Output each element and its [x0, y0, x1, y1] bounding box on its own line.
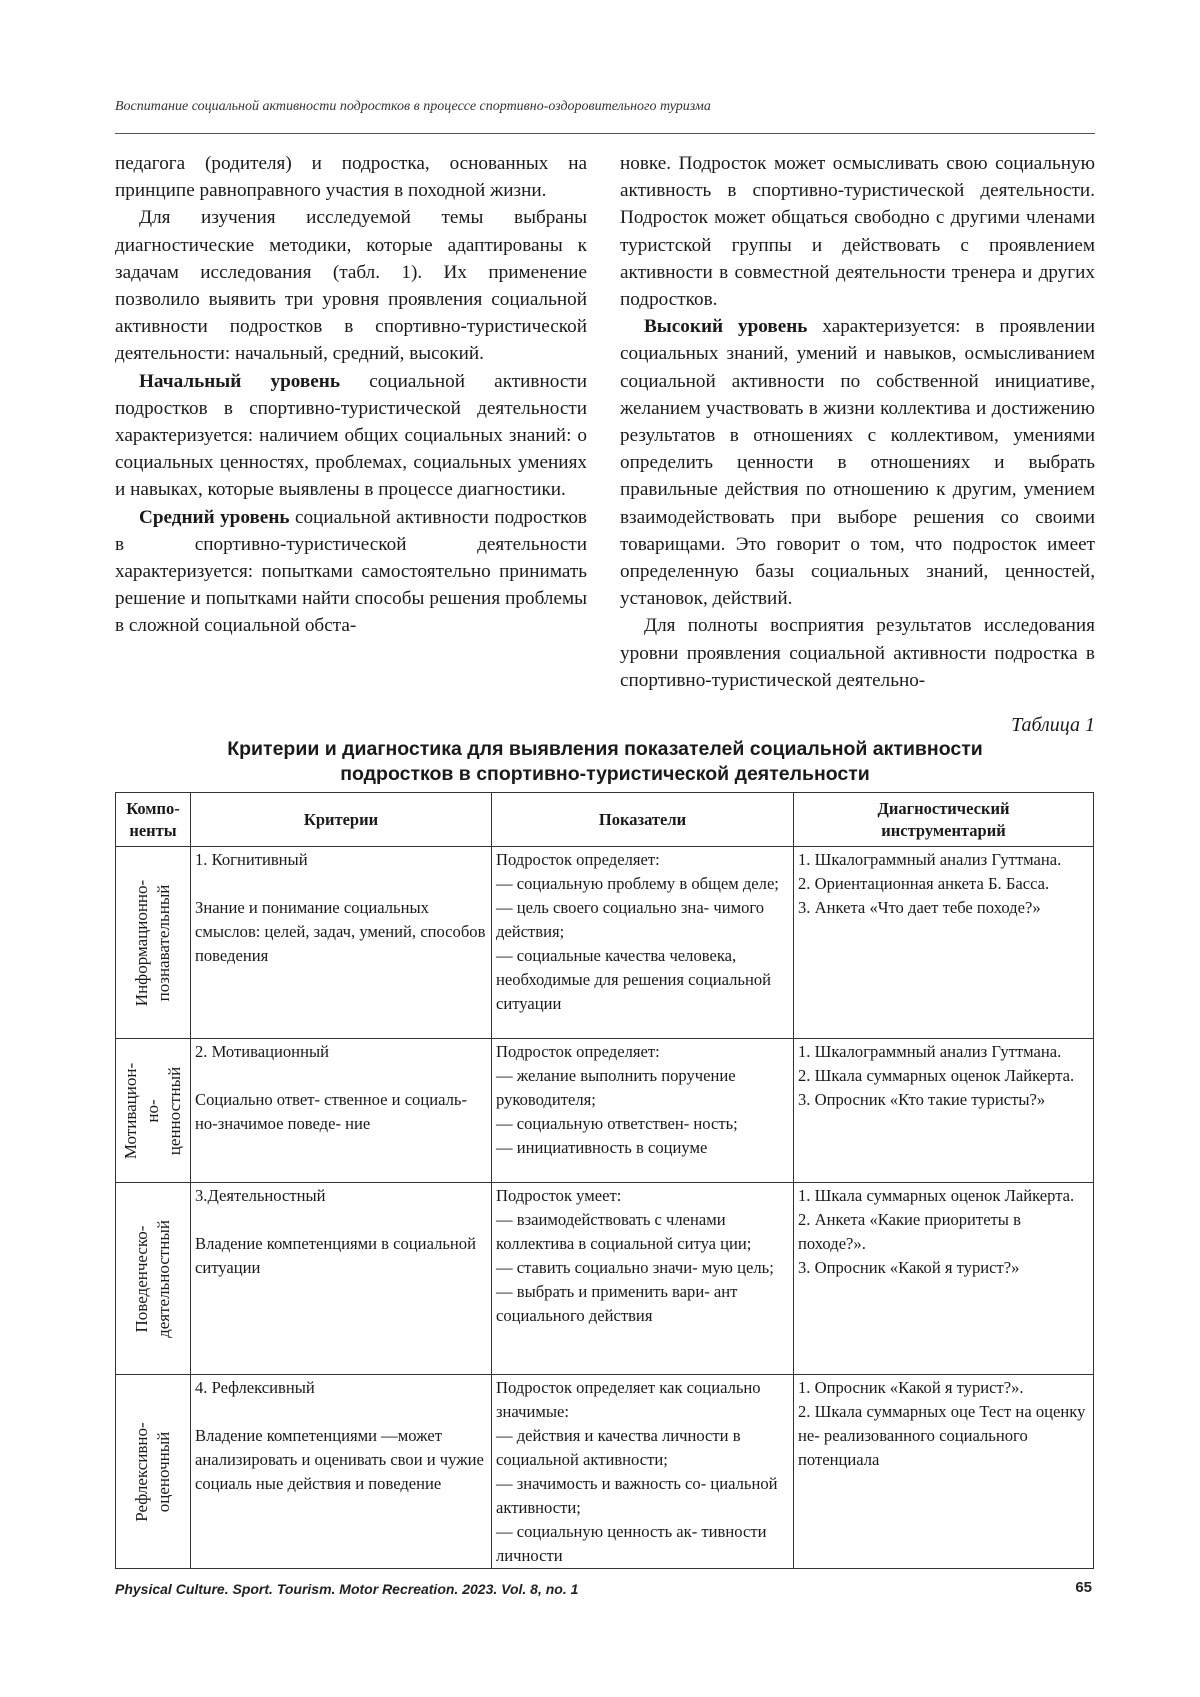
criterion-title: 1. Когнитивный	[195, 850, 308, 869]
term-high-level: Высокий уровень	[644, 316, 808, 338]
spacer	[195, 872, 487, 896]
criterion-title: 4. Рефлексивный	[195, 1378, 315, 1397]
table-row	[116, 1375, 1094, 1569]
indicator-item: — социальную проблему в общем деле;	[496, 874, 779, 893]
header-rule	[115, 133, 1095, 134]
indicator-item: — социальную ценность ак- тивности личности	[496, 1522, 767, 1565]
paragraph: педагога (родителя) и подростка, основанных на принципе равноправного участия в походной жизни.	[115, 153, 587, 202]
tool-item: 3. Опросник «Какой я турист?»	[798, 1258, 1020, 1277]
component-cell	[116, 1183, 191, 1375]
table-row	[116, 1183, 1094, 1375]
indicator-item: — значимость и важность со- циальной активности;	[496, 1474, 778, 1517]
page-number: 65	[1075, 1579, 1092, 1596]
table-title	[115, 737, 1095, 787]
right-column	[620, 150, 1095, 694]
table-title-line: подростков в спортивно-туристической деятельности	[340, 763, 870, 785]
indicator-item: — ставить социально значи- мую цель;	[496, 1258, 774, 1277]
table-number: Таблица 1	[1011, 714, 1095, 736]
header-tools: Диагностический инструментарий	[794, 793, 1094, 847]
paragraph	[620, 313, 1095, 612]
component-cell	[116, 847, 191, 1039]
tool-item: 1. Шкалограммный анализ Гуттмана.	[798, 850, 1062, 869]
paragraph: новке. Подросток может осмысливать свою социальную активность в спортивно-туристической деятельности. Подросток может общаться свободно с другими членами туристской группы и действовать с проявлением активности в совместной деятельности тренера и других подростков.	[620, 153, 1095, 311]
indicator-item: — желание выполнить поручение руководителя;	[496, 1066, 736, 1109]
criterion-cell	[191, 1039, 492, 1183]
criterion-description: Владение компетенциями —может анализировать и оценивать свои и чужие социаль ные действия и поведение	[195, 1426, 484, 1493]
running-header: Воспитание социальной активности подростков в процессе спортивно-оздоровительного туризма	[115, 99, 711, 114]
tool-item: 2. Шкала суммарных оце Тест на оценку не- реализованного социального потенциала	[798, 1402, 1086, 1469]
indicator-item: — выбрать и применить вари- ант социального действия	[496, 1282, 738, 1325]
spacer	[195, 1064, 487, 1088]
paragraph	[115, 504, 587, 640]
criterion-description: Знание и понимание социальных смыслов: целей, задач, умений, способов поведения	[195, 898, 486, 965]
criterion-cell	[191, 1375, 492, 1569]
component-cell	[116, 1375, 191, 1569]
term-initial-level: Начальный уровень	[139, 370, 340, 392]
table-header-row	[116, 793, 1094, 847]
criterion-cell	[191, 847, 492, 1039]
criterion-description: Владение компетенциями в социальной ситуации	[195, 1234, 476, 1277]
tool-item: 3. Анкета «Что дает тебе походе?»	[798, 898, 1041, 917]
table-row	[116, 847, 1094, 1039]
tools-cell	[794, 1039, 1094, 1183]
paragraph: Для полноты восприятия результатов исследования уровни проявления социальной активности подростка в спортивно-туристической деятельно-	[620, 615, 1095, 691]
tool-item: 3. Опросник «Кто такие туристы?»	[798, 1090, 1046, 1109]
indicator-item: Подросток определяет:	[496, 1042, 660, 1061]
header-components: Компо- ненты	[116, 793, 191, 847]
criterion-title: 3.Деятельностный	[195, 1186, 326, 1205]
criteria-table	[115, 792, 1094, 1569]
indicators-cell	[492, 847, 794, 1039]
indicator-item: — социальные качества человека, необходимые для решения социальной ситуации	[496, 946, 772, 1013]
tool-item: 2. Шкала суммарных оценок Лайкерта.	[798, 1066, 1075, 1085]
tools-cell	[794, 1183, 1094, 1375]
indicator-item: — социальную ответствен- ность;	[496, 1114, 738, 1133]
component-label: Информационно- познавательный	[132, 879, 173, 1006]
criterion-description: Социально ответ- ственное и социаль- но-значимое поведе- ние	[195, 1090, 467, 1133]
criterion-title: 2. Мотивационный	[195, 1042, 329, 1061]
tool-item: 1. Опросник «Какой я турист?».	[798, 1378, 1024, 1397]
tools-cell	[794, 1375, 1094, 1569]
term-middle-level: Средний уровень	[139, 506, 290, 528]
tool-item: 1. Шкала суммарных оценок Лайкерта.	[798, 1186, 1075, 1205]
indicator-item: Подросток определяет как социально значимые:	[496, 1378, 761, 1421]
criterion-cell	[191, 1183, 492, 1375]
indicator-item: — взаимодействовать с членами коллектива в социальной ситуа ции;	[496, 1210, 752, 1253]
indicator-item: Подросток определяет:	[496, 850, 660, 869]
header-indicators: Показатели	[492, 793, 794, 847]
tools-cell	[794, 847, 1094, 1039]
paragraph-text: характеризуется: в проявлении социальных знаний, умений и навыков, осмысливанием социальной активности по собственной инициативе, желанием участвовать в жизни коллектива и достижению результатов в отношениях с коллективом, умениями определить ценности в отношениях и выбрать правильные действия по отношению к другим, умением взаимодействовать при выборе решения со своими товарищами. Это говорит о том, что подросток имеет определенную базы социальных знаний, ценностей, установок, действий.	[620, 316, 1095, 610]
spacer	[195, 1208, 487, 1232]
footer-journal: Physical Culture. Sport. Tourism. Motor Recreation. 2023. Vol. 8, no. 1	[115, 1581, 579, 1597]
paragraph-text: социальной активности подростков в спортивно-туристической деятельности характеризуется: попытками самостоятельно принимать решение и попытками найти способы решения проблемы в сложной социальной обста-	[115, 506, 587, 637]
indicator-item: — цель своего социально зна- чимого действия;	[496, 898, 765, 941]
tool-item: 1. Шкалограммный анализ Гуттмана.	[798, 1042, 1062, 1061]
indicators-cell	[492, 1375, 794, 1569]
indicator-item: — действия и качества личности в социальной активности;	[496, 1426, 741, 1469]
component-label: Рефлексивно- оценочный	[132, 1421, 173, 1522]
component-label: Поведенческо- деятельностный	[132, 1219, 173, 1338]
left-column	[115, 150, 587, 640]
indicators-cell	[492, 1039, 794, 1183]
indicator-item: — инициативность в социуме	[496, 1138, 708, 1157]
indicator-item: Подросток умеет:	[496, 1186, 622, 1205]
indicators-cell	[492, 1183, 794, 1375]
header-criteria: Критерии	[191, 793, 492, 847]
component-label: Мотивацион- но- ценностный	[121, 1062, 184, 1159]
paragraph-text: социальной активности подростков в спортивно-туристической деятельности характеризуется: наличием общих социальных знаний: о социальных ценностях, проблемах, социальных умениях и навыках, которые выявлены в процессе диагностики.	[115, 370, 587, 501]
table-row	[116, 1039, 1094, 1183]
tool-item: 2. Анкета «Какие приоритеты в походе?».	[798, 1210, 1021, 1253]
tool-item: 2. Ориентационная анкета Б. Басса.	[798, 874, 1050, 893]
paragraph: Для изучения исследуемой темы выбраны диагностические методики, которые адаптированы к задачам исследования (табл. 1). Их применение позволило выявить три уровня проявления социальной активности подростков в спортивно-туристической деятельности: начальный, средний, высокий.	[115, 207, 587, 365]
component-cell	[116, 1039, 191, 1183]
spacer	[195, 1400, 487, 1424]
paragraph	[115, 368, 587, 504]
table-title-line: Критерии и диагностика для выявления показателей социальной активности	[227, 738, 983, 760]
